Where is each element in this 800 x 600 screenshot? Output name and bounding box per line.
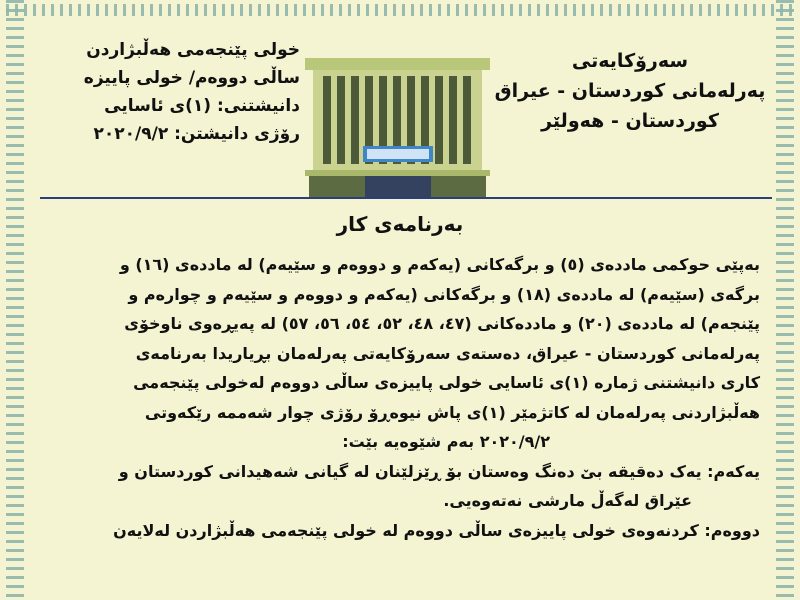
paragraph-line: پێنجەم) لە ماددەی (٢٠) و ماددەکانی (٤٧، ٤٨، ٥٢، ٥٤، ٥٦، ٥٧) لە پەیڕەوی ناوخۆی (124, 314, 760, 333)
parliament-building-image (305, 58, 490, 198)
session-info (30, 36, 300, 148)
agenda-item-text: کردنەوەی خولی پاییزەی ساڵی دووەم لە خولی پێنجەمی هەڵبژاردن لەلایەن (113, 520, 699, 540)
paragraph-line: بەپێی حوکمی ماددەی (٥) و برگەکانی (یەکەم و دووەم و سێیەم) لە ماددەی (١٦) و (119, 255, 760, 274)
paragraph-line: پەرلەمانی کوردستان - عیراق، دەستەی سەرۆکایەتی پەرلەمان بڕیاریدا بەرنامەی (135, 343, 760, 363)
paragraph-line: هەڵبژاردنی پەرلەمان لە کاتژمێر (١)ی پاش نیوەڕۆ رۆژی چوار شەممە رێکەوتی (144, 402, 760, 422)
parliament-name-line: سەرۆکایەتی (571, 50, 689, 72)
session-info-line: خولی پێنجەمی هەڵبژاردن (86, 40, 300, 60)
agenda-item-label: یەکەم: (707, 461, 760, 481)
header-divider (40, 197, 772, 199)
agenda-item-text: یەک دەقیقە بێ دەنگ وەستان بۆ ڕێزلێنان لە گیانی شەهیدانی کوردستان و (118, 461, 702, 481)
paragraph-line: برگەی (سێیەم) لە ماددەی (١٨) و برگەکانی (یەکەم و دووەم و سێیەم و چوارەم و (128, 284, 760, 304)
session-info-line: رۆژی دانیشتن: ٢٠٢٠/٩/٢ (93, 124, 300, 144)
session-info-line: ساڵی دووەم/ خولی پاییزە (83, 68, 300, 88)
parliament-name-line: کوردستان - هەولێر (541, 110, 719, 132)
agenda-item (38, 516, 760, 546)
parliament-name-line: پەرلەمانی کوردستان - عیراق (494, 80, 766, 102)
paragraph-line: ٢٠٢٠/٩/٢ بەم شێوەیە بێت: (342, 432, 550, 451)
session-info-line: دانیشتنی: (١)ی ئاسایی (104, 96, 300, 116)
agenda-item-continuation: عێراق لەگەڵ مارشی نەتەوەیی. (443, 491, 692, 510)
decorative-border-right (776, 0, 794, 600)
decorative-border-left (6, 0, 24, 600)
agenda-item-label: دووەم: (704, 520, 760, 540)
agenda-item (38, 457, 760, 487)
decorative-border-top (6, 4, 794, 16)
paragraph-line: کاری دانیشتنی ژمارە (١)ی ئاسایی خولی پاییزەی ساڵی دووەم لەخولی پێنجەمی (133, 373, 760, 392)
letterhead (30, 30, 770, 198)
agenda-body (38, 250, 760, 545)
parliament-name (490, 46, 770, 136)
document-title: بەرنامەی کار (336, 212, 464, 236)
